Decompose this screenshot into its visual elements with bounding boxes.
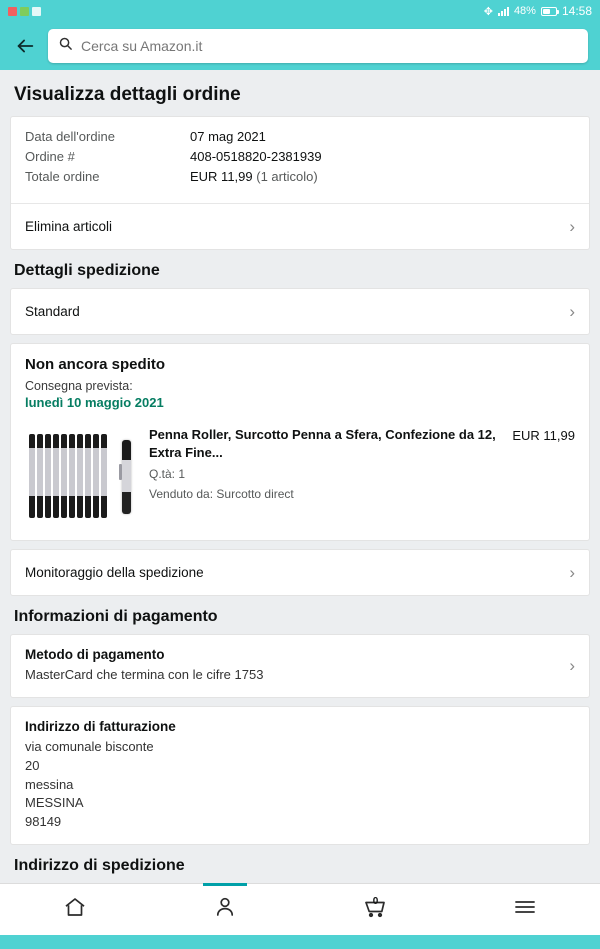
- signal-icon: [498, 6, 509, 16]
- billing-line-4: MESSINA: [25, 795, 84, 811]
- product-seller: Venduto da: Surcotto direct: [149, 487, 294, 502]
- billing-address-block: [11, 707, 589, 844]
- order-number-value: 408-0518820-2381939: [190, 149, 322, 164]
- payment-method-block: [11, 635, 569, 697]
- billing-line-3: messina: [25, 776, 74, 792]
- search-field-container[interactable]: [48, 29, 588, 63]
- shipping-method-row[interactable]: [11, 289, 589, 334]
- home-icon: [63, 895, 87, 924]
- cast-icon: [20, 7, 29, 16]
- bluetooth-icon: ✥: [483, 5, 493, 18]
- order-number-label: Ordine #: [25, 149, 75, 164]
- nav-menu[interactable]: [450, 884, 600, 935]
- order-date-value: 07 mag 2021: [190, 129, 266, 144]
- order-total-row: [25, 169, 575, 184]
- app-icon: [32, 7, 41, 16]
- delete-items-label: Elimina articoli: [25, 219, 113, 234]
- payment-method-value: MasterCard che termina con le cifre 1753: [25, 667, 264, 682]
- delivery-date: lunedì 10 maggio 2021: [25, 395, 164, 410]
- back-arrow-icon[interactable]: [12, 33, 38, 59]
- pen-closeup-graphic: [122, 440, 131, 514]
- order-total-label: Totale ordine: [25, 169, 100, 184]
- nav-cart[interactable]: [300, 884, 450, 935]
- search-input[interactable]: [81, 38, 578, 54]
- search-bar: [0, 22, 600, 70]
- system-navigation-bar: [0, 935, 600, 949]
- shipment-status-block: [11, 344, 589, 420]
- order-date-row: [25, 129, 575, 144]
- chevron-right-icon: ›: [569, 302, 575, 321]
- order-total-items: (1 articolo): [256, 169, 318, 184]
- order-summary-fields: [11, 117, 589, 203]
- shipment-status: Non ancora spedito: [25, 356, 166, 373]
- product-title[interactable]: Penna Roller, Surcotto Penna a Sfera, Confezione da 12, Extra Fine...: [149, 427, 496, 460]
- order-summary-card: [10, 116, 590, 250]
- pens-graphic: [29, 434, 109, 520]
- delivery-label: Consegna prevista:: [25, 379, 133, 393]
- shipping-method-card: [10, 288, 590, 335]
- tracking-card: [10, 549, 590, 596]
- status-time: 14:58: [561, 4, 592, 18]
- status-bar: [0, 0, 600, 22]
- shipment-card: [10, 343, 590, 541]
- battery-percent: 48%: [513, 5, 536, 17]
- order-total-value: EUR 11,99: [190, 169, 253, 184]
- billing-address-card: [10, 706, 590, 845]
- payment-method-title: Metodo di pagamento: [25, 647, 165, 662]
- nav-account[interactable]: [150, 884, 300, 935]
- order-details-scroll[interactable]: [0, 70, 600, 883]
- billing-line-2: 20: [25, 757, 40, 773]
- page-title: Visualizza dettagli ordine: [14, 84, 241, 105]
- bottom-navigation: [0, 883, 600, 935]
- person-icon: [213, 895, 237, 924]
- photo-icon: [8, 7, 17, 16]
- order-item[interactable]: [11, 420, 589, 540]
- product-info: [149, 426, 500, 526]
- battery-icon: [541, 7, 557, 16]
- cart-badge: 0: [372, 896, 379, 908]
- chevron-right-icon: ›: [569, 656, 575, 676]
- hamburger-menu-icon: [513, 895, 537, 924]
- payment-method-row[interactable]: [11, 635, 589, 697]
- product-price: EUR 11,99: [512, 428, 575, 443]
- shipping-address-section-title: Indirizzo di spedizione: [14, 857, 185, 875]
- tracking-label: Monitoraggio della spedizione: [25, 565, 204, 580]
- billing-line-1: via comunale bisconte: [25, 738, 154, 754]
- search-icon: [58, 36, 73, 56]
- payment-section-title: Informazioni di pagamento: [14, 608, 218, 625]
- billing-address-title: Indirizzo di fatturazione: [25, 718, 176, 734]
- shipping-section-title: Dettagli spedizione: [14, 262, 160, 279]
- order-number-row: [25, 149, 575, 164]
- payment-method-card: [10, 634, 590, 698]
- delete-items-button[interactable]: [11, 203, 589, 249]
- chevron-right-icon: ›: [569, 563, 575, 582]
- shipping-method-label: Standard: [25, 304, 80, 319]
- product-quantity: Q.tà: 1: [149, 467, 186, 482]
- tracking-row[interactable]: [11, 550, 589, 595]
- billing-line-5: 98149: [25, 814, 62, 830]
- nav-home[interactable]: [0, 884, 150, 935]
- product-image[interactable]: [25, 426, 137, 526]
- order-date-label: Data dell'ordine: [25, 129, 115, 144]
- chevron-right-icon: ›: [569, 217, 575, 236]
